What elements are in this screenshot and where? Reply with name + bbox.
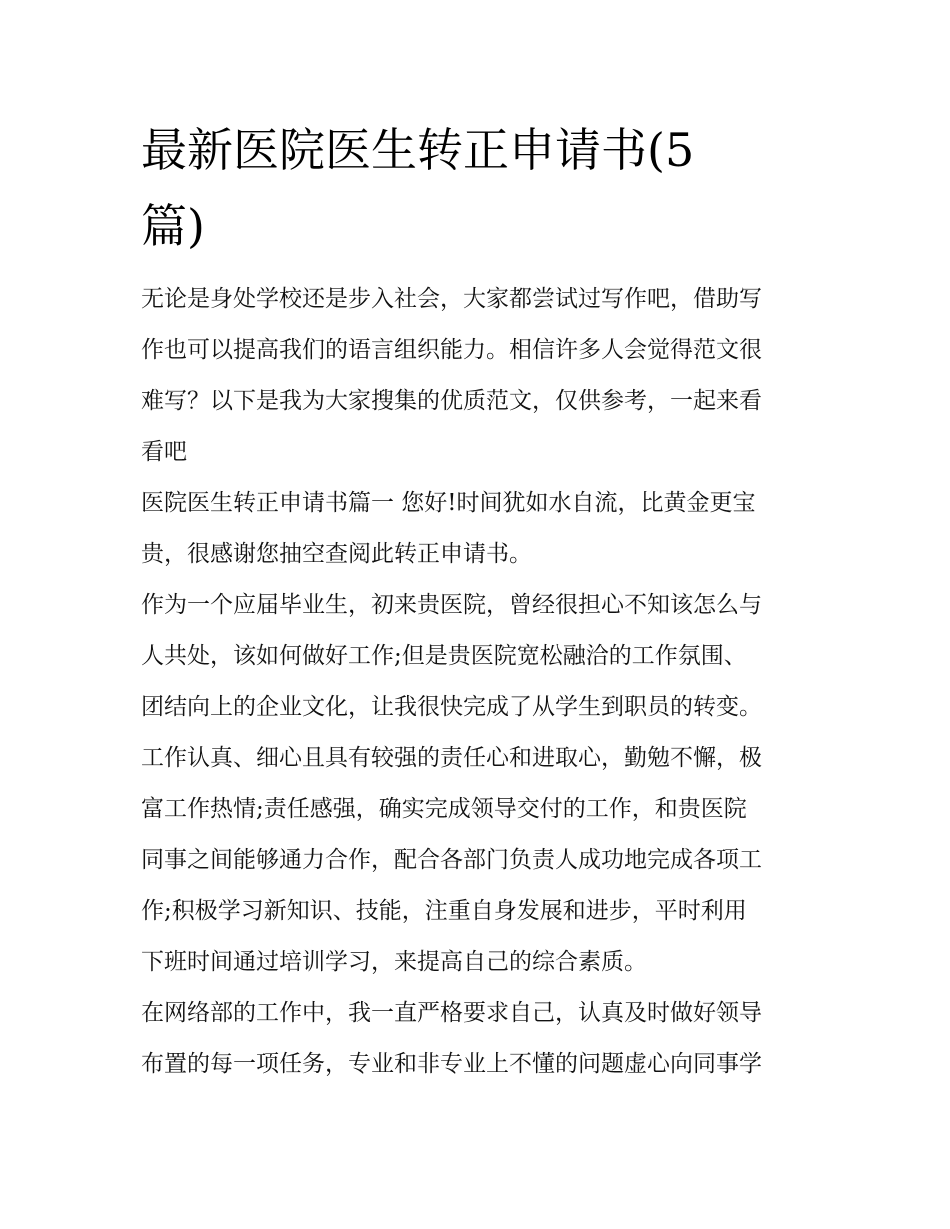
text-line: 人共处，该如何做好工作;但是贵医院宽松融洽的工作氛围、 — [141, 643, 747, 669]
title-line: 最新医院医生转正申请书(5 — [141, 123, 695, 177]
text-line: 难写？以下是我为大家搜集的优质范文，仅供参考，一起来看 — [141, 388, 762, 414]
text-line: 作;积极学习新知识、技能，注重自身发展和进步，平时利用 — [141, 898, 747, 924]
text-line: 贵，很感谢您抽空查阅此转正申请书。 — [141, 541, 532, 567]
text-line: 工作认真、细心且具有较强的责任心和进取心，勤勉不懈，极 — [141, 745, 762, 771]
text-line: 团结向上的企业文化，让我很快完成了从学生到职员的转变。 — [141, 694, 762, 720]
text-line: 同事之间能够通力合作，配合各部门负责人成功地完成各项工 — [141, 847, 762, 873]
text-line: 医院医生转正申请书篇一 您好!时间犹如水自流，比黄金更宝 — [141, 490, 756, 516]
paragraph-body — [141, 580, 813, 988]
text-line: 作为一个应届毕业生，初来贵医院，曾经很担心不知该怎么与 — [141, 592, 762, 618]
text-line: 看吧 — [141, 439, 187, 465]
paragraph-greeting — [141, 478, 813, 580]
title-line: 篇) — [141, 199, 205, 253]
document-title — [141, 112, 741, 264]
document-content — [141, 112, 813, 1090]
text-line: 下班时间通过培训学习，来提高自己的综合素质。 — [141, 949, 647, 975]
text-line: 富工作热情;责任感强，确实完成领导交付的工作，和贵医院 — [141, 796, 747, 822]
paragraph-intro — [141, 274, 813, 478]
text-line: 在网络部的工作中，我一直严格要求自己，认真及时做好领导 — [141, 1000, 762, 1026]
text-line: 布置的每一项任务，专业和非专业上不懂的问题虚心向同事学 — [141, 1051, 762, 1077]
paragraph-network-dept — [141, 988, 813, 1090]
text-line: 无论是身处学校还是步入社会，大家都尝试过写作吧，借助写 — [141, 286, 762, 312]
text-line: 作也可以提高我们的语言组织能力。相信许多人会觉得范文很 — [141, 337, 762, 363]
